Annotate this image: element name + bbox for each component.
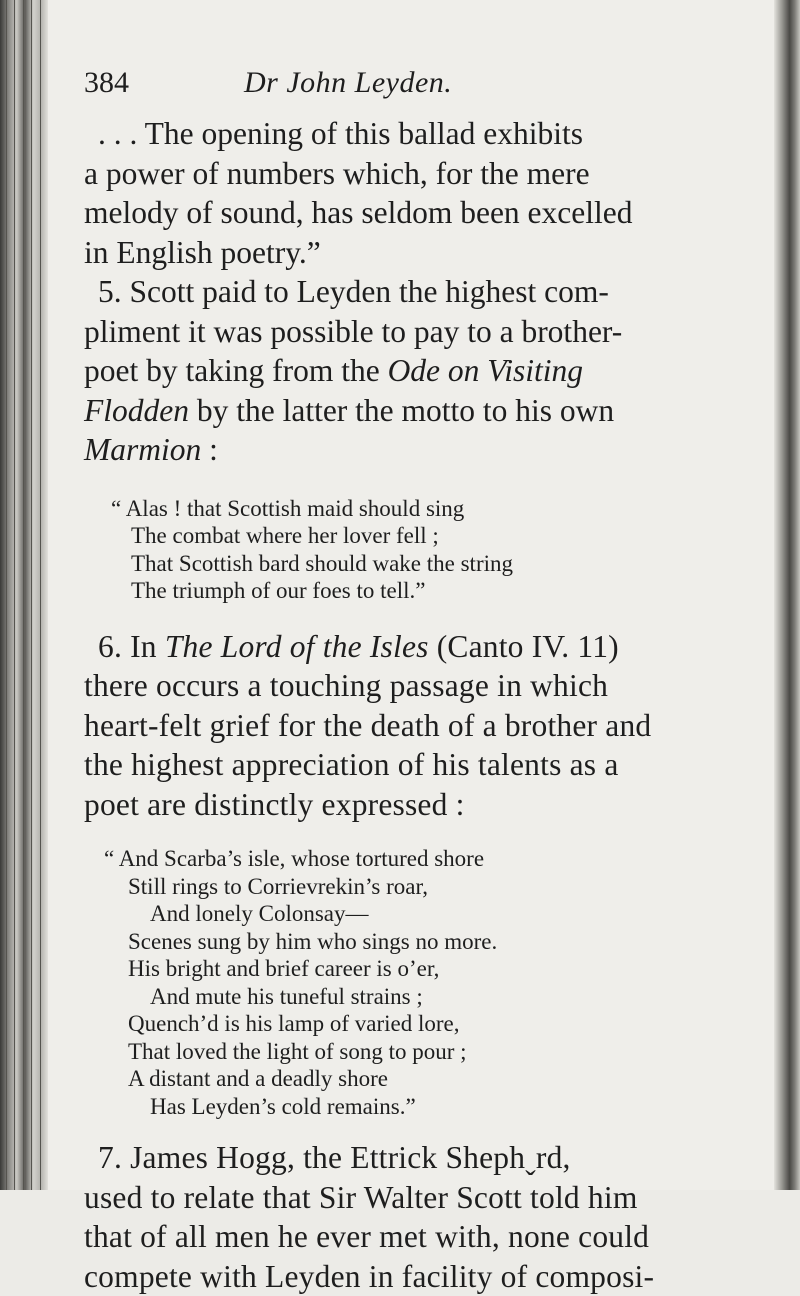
paragraph-7 [84,1138,744,1296]
text-line: that of all men he ever met with, none could [84,1217,744,1257]
verse-quote-2 [84,845,744,1120]
page-header [84,66,684,106]
text-line: in English poetry.” [84,233,744,273]
verse-line: And lonely Colonsay— [84,900,744,928]
paragraph-6 [84,627,744,825]
text-line: there occurs a touching passage in which [84,666,744,706]
italic-title: The Lord of the Isles [165,629,429,664]
verse-line: Still rings to Corrievrekin’s roar, [84,873,744,901]
page-edge-shadow [774,0,800,1190]
book-spine-shadow [0,0,48,1190]
verse-line: “ And Scarba’s isle, whose tortured shore [84,845,744,873]
verse-line: His bright and brief career is o’er, [84,955,744,983]
paragraph-quote-end [84,114,744,272]
spine-line [14,0,15,1190]
spine-line [23,0,24,1190]
verse-line: The triumph of our foes to tell.” [84,577,744,605]
spine-line [31,0,32,1190]
text-line: melody of sound, has seldom been excelled [84,193,744,233]
spine-line [40,0,41,1190]
text-run: (Canto IV. 11) [429,629,619,664]
verse-quote-1 [84,495,744,605]
verse-line: “ Alas ! that Scottish maid should sing [84,495,744,523]
verse-line: And mute his tuneful strains ; [84,983,744,1011]
text-line [84,627,744,667]
text-line: . . . The opening of this ballad exhibits [84,114,744,154]
text-line: compete with Leyden in facility of composi- [84,1257,744,1296]
italic-title: Marmion [84,432,201,467]
page-body [84,114,744,1296]
verse-line: That Scottish bard should wake the string [84,550,744,578]
text-line: poet are distinctly expressed : [84,785,744,825]
text-line: a power of numbers which, for the mere [84,154,744,194]
text-line: heart-felt grief for the death of a brother and [84,706,744,746]
text-run: : [201,432,218,467]
text-run: by the latter the motto to his own [189,393,614,428]
italic-title: Ode on Visiting [388,353,583,388]
text-line: used to relate that Sir Walter Scott told him [84,1178,744,1218]
text-run: 6. In [98,629,165,664]
running-head: Dr John Leyden. [244,66,452,100]
text-run: poet by taking from the [84,353,388,388]
spine-line [6,0,7,1190]
verse-line: Scenes sung by him who sings no more. [84,928,744,956]
text-line [84,430,744,470]
verse-line: That loved the light of song to pour ; [84,1038,744,1066]
italic-title: Flodden [84,393,189,428]
text-line: the highest appreciation of his talents as a [84,745,744,785]
text-line: 7. James Hogg, the Ettrick Shephˬrd, [84,1138,744,1178]
text-line [84,351,744,391]
text-line: 5. Scott paid to Leyden the highest com- [84,272,744,312]
page-number: 384 [84,66,129,100]
verse-line: Has Leyden’s cold remains.” [84,1093,744,1121]
text-line: pliment it was possible to pay to a brother- [84,312,744,352]
verse-line: Quench’d is his lamp of varied lore, [84,1010,744,1038]
verse-line: The combat where her lover fell ; [84,522,744,550]
verse-line: A distant and a deadly shore [84,1065,744,1093]
text-line [84,391,744,431]
paragraph-5 [84,272,744,470]
